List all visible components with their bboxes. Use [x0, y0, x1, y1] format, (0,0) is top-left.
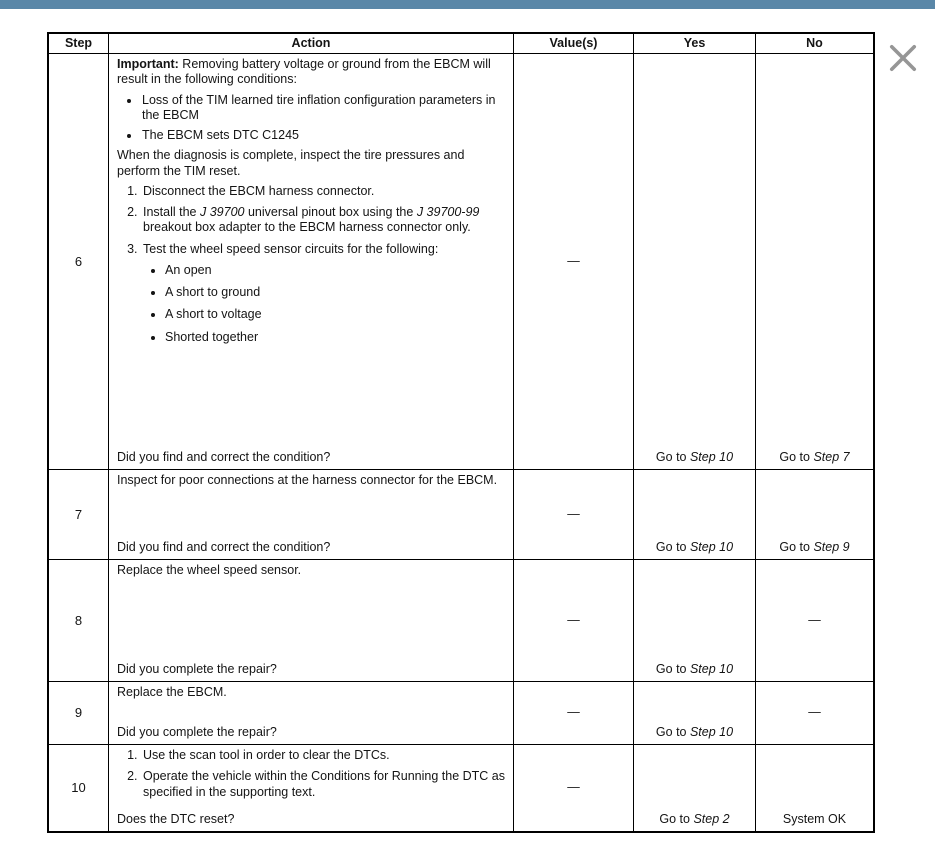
close-icon[interactable] — [885, 40, 921, 76]
action-cell — [109, 682, 514, 745]
procedure-numbered-list — [141, 184, 505, 345]
value-cell: — — [514, 682, 634, 745]
yes-cell: Go to Step 10 — [634, 470, 756, 560]
list-item: 1. Disconnect the EBCM harness connector. — [141, 184, 505, 199]
question-text: Did you complete the repair? — [117, 661, 277, 676]
step-reference: Step 10 — [689, 539, 734, 554]
tool-number: J 39700 — [199, 205, 245, 219]
action-text: Replace the EBCM. — [117, 685, 227, 699]
list-item: 2. Install the J 39700 universal pinout box using the J 39700-99 breakout box adapter to the EBCM harness connector only. — [141, 205, 505, 236]
step-reference: Step 10 — [689, 449, 734, 464]
step-reference: Step 9 — [813, 539, 850, 554]
list-item: 3. Test the wheel speed sensor circuits for the following: • An open • A short to ground • A short to voltage • Shorted together — [141, 242, 505, 345]
column-header-action: Action — [109, 34, 514, 54]
list-item: • Loss of the TIM learned tire inflation configuration parameters in the EBCM — [141, 93, 505, 124]
condition-bullet-list — [141, 93, 505, 144]
value-cell: — — [514, 470, 634, 560]
action-text: Replace the wheel speed sensor. — [117, 563, 302, 577]
table-row-step-8 — [49, 560, 873, 682]
question-text: Did you complete the repair? — [117, 724, 277, 739]
action-cell — [109, 560, 514, 682]
step-number-cell: 10 — [49, 745, 109, 831]
list-item: • An open — [165, 263, 505, 278]
column-header-step: Step — [49, 34, 109, 54]
column-header-yes: Yes — [634, 34, 756, 54]
yes-cell: Go to Step 2 — [634, 745, 756, 831]
yes-cell: Go to Step 10 — [634, 560, 756, 682]
list-item: • The EBCM sets DTC C1245 — [141, 128, 505, 143]
table-row-step-6 — [49, 54, 873, 470]
action-cell — [109, 470, 514, 560]
window-top-bar — [0, 0, 935, 9]
list-item: 2. Operate the vehicle within the Conditions for Running the DTC as specified in the supporting text. — [141, 769, 505, 800]
system-ok-text: System OK — [782, 811, 847, 826]
step-number-cell: 9 — [49, 682, 109, 745]
important-paragraph: Important: Removing battery voltage or ground from the EBCM will result in the following conditions: — [117, 57, 491, 87]
list-item: 1. Use the scan tool in order to clear the DTCs. — [141, 748, 505, 763]
step-reference: Step 10 — [689, 724, 734, 739]
table-header-row — [49, 34, 873, 54]
list-item: • A short to voltage — [165, 307, 505, 322]
action-text: Inspect for poor connections at the harness connector for the EBCM. — [117, 473, 498, 487]
tool-number: J 39700-99 — [416, 205, 480, 219]
table-row-step-9 — [49, 682, 873, 745]
list-item: • Shorted together — [165, 330, 505, 345]
value-cell: — — [514, 745, 634, 831]
diagnosis-paragraph: When the diagnosis is complete, inspect the tire pressures and perform the TIM reset. — [117, 148, 465, 178]
step-number-cell: 6 — [49, 54, 109, 470]
important-label: Important: — [117, 57, 179, 71]
no-cell — [756, 745, 873, 831]
no-cell: — — [756, 682, 873, 745]
step-number-cell: 7 — [49, 470, 109, 560]
diagnostic-step-table — [47, 32, 875, 833]
column-header-no: No — [756, 34, 873, 54]
procedure-numbered-list — [141, 748, 505, 800]
step-number-cell: 8 — [49, 560, 109, 682]
no-cell: Go to Step 7 — [756, 54, 873, 470]
test-bullet-list — [165, 263, 505, 345]
value-cell: — — [514, 560, 634, 682]
yes-cell: Go to Step 10 — [634, 54, 756, 470]
table-row-step-10 — [49, 745, 873, 831]
yes-cell: Go to Step 10 — [634, 682, 756, 745]
question-text: Did you find and correct the condition? — [117, 449, 331, 464]
list-item: • A short to ground — [165, 285, 505, 300]
question-text: Did you find and correct the condition? — [117, 539, 331, 554]
question-text: Does the DTC reset? — [117, 811, 235, 826]
no-cell: — — [756, 560, 873, 682]
table-row-step-7 — [49, 470, 873, 560]
step-reference: Step 7 — [813, 449, 850, 464]
action-cell — [109, 745, 514, 831]
no-cell: Go to Step 9 — [756, 470, 873, 560]
value-cell: — — [514, 54, 634, 470]
action-cell — [109, 54, 514, 470]
step-reference: Step 2 — [693, 811, 730, 826]
step-reference: Step 10 — [689, 661, 734, 676]
column-header-values: Value(s) — [514, 34, 634, 54]
